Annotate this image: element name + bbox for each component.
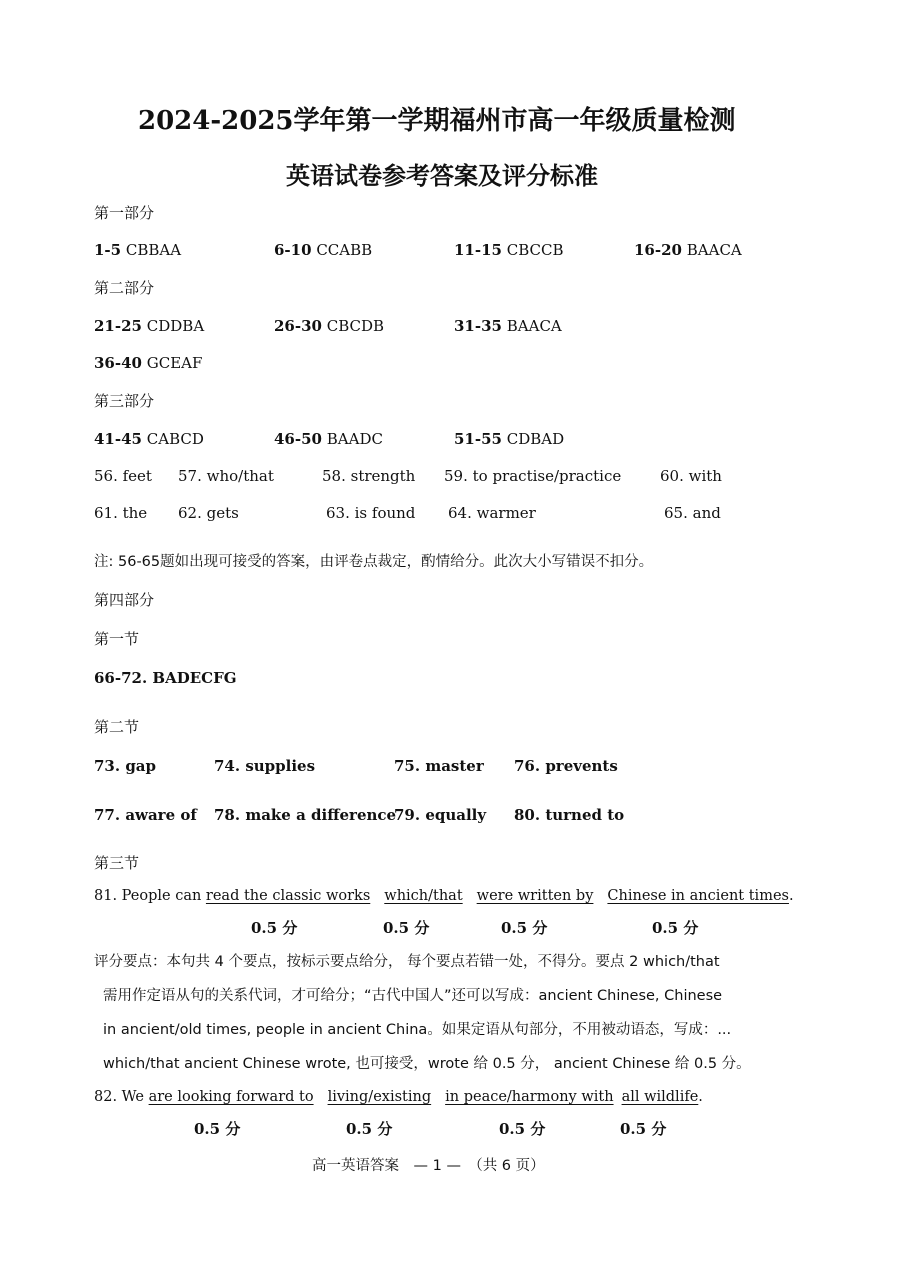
answer-group: 41-45 CABCD: [94, 430, 204, 448]
vocab-answer: 75. master: [394, 757, 484, 775]
fill-answer: 63. is found: [326, 504, 416, 522]
answer-group: 36-40 GCEAF: [94, 354, 203, 372]
key-point: living/existing: [327, 1089, 432, 1105]
section1-answer: 66-72. BADECFG: [94, 669, 237, 687]
vocab-answer: 77. aware of: [94, 806, 197, 824]
answer-group: 11-15 CBCCB: [454, 241, 564, 259]
fill-answer: 56. feet: [94, 467, 152, 485]
point-score: 0.5 分: [499, 1120, 546, 1138]
fill-answer: 61. the: [94, 504, 148, 522]
scoring-note: 注: 56-65题如出现可接受的答案，由评卷点裁定，酌情给分。此次大小写错误不扣分。: [94, 554, 654, 570]
key-point: Chinese in ancient times: [607, 888, 789, 904]
part3-heading: 第三部分: [94, 392, 155, 410]
answer-group: 16-20 BAACA: [634, 241, 742, 259]
scoring-guide-line: 评分要点：本句共 4 个要点，按标示要点给分， 每个要点若错一处，不得分。要点 2 which/that: [94, 954, 720, 970]
point-score: 0.5 分: [501, 919, 548, 937]
answer-group: 31-35 BAACA: [454, 317, 562, 335]
part4-heading: 第四部分: [94, 591, 155, 609]
scoring-guide-line: which/that ancient Chinese wrote, 也可接受，wrote 给 0.5 分， ancient Chinese 给 0.5 分。: [103, 1056, 751, 1072]
fill-answer: 65. and: [664, 504, 721, 522]
answer-group: 6-10 CCABB: [274, 241, 373, 259]
key-point: in peace/harmony with: [445, 1089, 614, 1105]
page-footer: 高一英语答案 — 1 — （共 6 页）: [312, 1158, 545, 1174]
key-point: are looking forward to: [148, 1089, 314, 1105]
part1-heading: 第一部分: [94, 204, 155, 222]
fill-answer: 58. strength: [322, 467, 416, 485]
fill-answer: 57. who/that: [178, 467, 274, 485]
answer-group: 26-30 CBCDB: [274, 317, 385, 335]
point-score: 0.5 分: [383, 919, 430, 937]
scoring-guide-line: 需用作定语从句的关系代词，才可给分；“古代中国人”还可以写成：ancient Chinese, Chinese: [103, 988, 723, 1004]
section1-heading: 第一节: [94, 630, 140, 648]
vocab-answer: 74. supplies: [214, 757, 316, 775]
page-title: 2024-2025学年第一学期福州市高一年级质量检测: [138, 106, 736, 136]
vocab-answer: 78. make a difference: [214, 806, 397, 824]
answer-group: 51-55 CDBAD: [454, 430, 565, 448]
vocab-answer: 79. equally: [394, 806, 487, 824]
translation-81: 81. People can read the classic works which/that were written by Chinese in ancient times.: [94, 888, 794, 904]
section2-heading: 第二节: [94, 718, 140, 736]
answer-group: 46-50 BAADC: [274, 430, 383, 448]
part2-heading: 第二部分: [94, 279, 155, 297]
section3-heading: 第三节: [94, 854, 140, 872]
key-point: which/that: [384, 888, 463, 904]
answer-group: 1-5 CBBAA: [94, 241, 182, 259]
key-point: read the classic works: [205, 888, 371, 904]
vocab-answer: 80. turned to: [514, 806, 625, 824]
fill-answer: 60. with: [660, 467, 722, 485]
point-score: 0.5 分: [194, 1120, 241, 1138]
key-point: were written by: [476, 888, 594, 904]
page-subtitle: 英语试卷参考答案及评分标准: [286, 162, 598, 190]
vocab-answer: 76. prevents: [514, 757, 618, 775]
fill-answer: 59. to practise/practice: [444, 467, 622, 485]
answer-group: 21-25 CDDBA: [94, 317, 205, 335]
translation-82: 82. We are looking forward to living/existing in peace/harmony with all wildlife.: [94, 1089, 703, 1105]
fill-answer: 62. gets: [178, 504, 239, 522]
point-score: 0.5 分: [652, 919, 699, 937]
vocab-answer: 73. gap: [94, 757, 157, 775]
point-score: 0.5 分: [346, 1120, 393, 1138]
fill-answer: 64. warmer: [448, 504, 536, 522]
key-point: all wildlife: [621, 1089, 699, 1105]
point-score: 0.5 分: [251, 919, 298, 937]
point-score: 0.5 分: [620, 1120, 667, 1138]
scoring-guide-line: in ancient/old times, people in ancient China。如果定语从句部分，不用被动语态，写成：...: [103, 1022, 732, 1038]
